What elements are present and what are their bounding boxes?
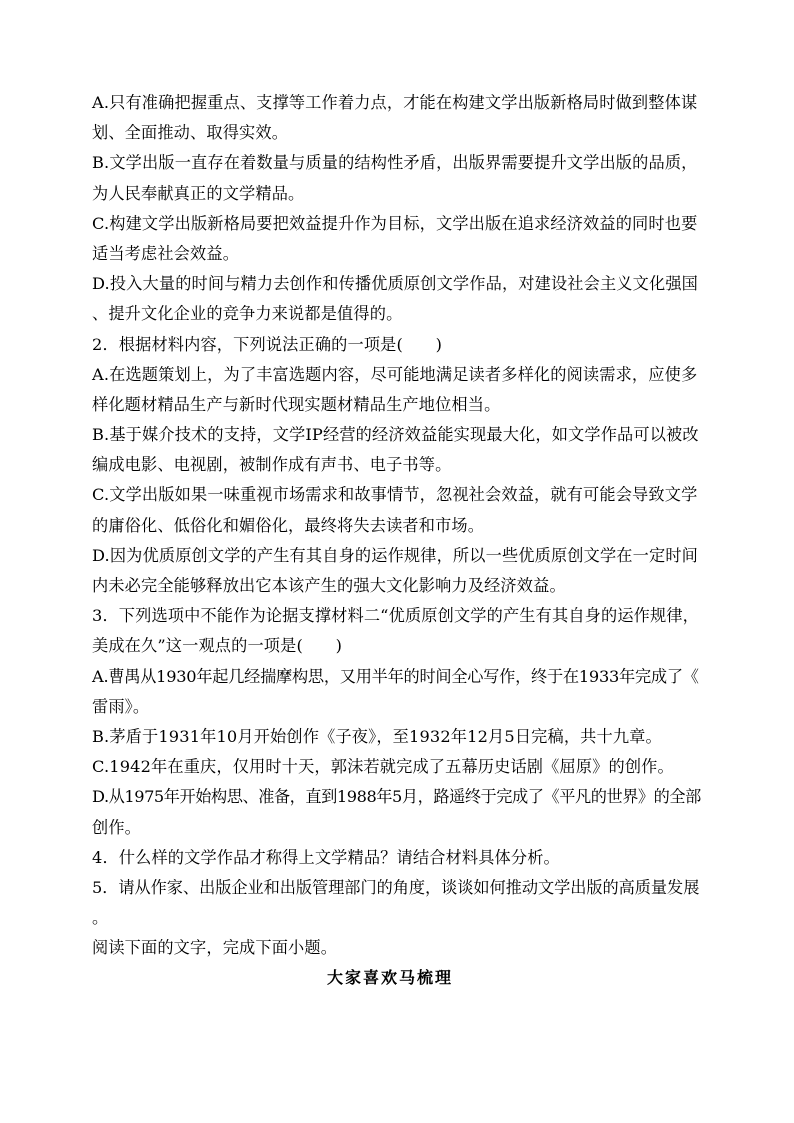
text-line: 为人民奉献真正的文学精品。 xyxy=(92,183,305,203)
text-line: D.投入大量的时间与精力去创作和传播优质原创文学作品，对建设社会主义文化强国 xyxy=(92,274,698,294)
text-line: B.基于媒介技术的支持，文学IP经营的经济效益能实现最大化，如文学作品可以被改 xyxy=(92,425,699,445)
text-line: D.从1975年开始构思、准备，直到1988年5月，路遥终于完成了《平凡的世界》的全部 xyxy=(92,787,701,807)
text-line: 内未必完全能够释放出它本该产生的强大文化影响力及经济效益。 xyxy=(92,576,566,595)
text-line: C.构建文学出版新格局要把效益提升作为目标，文学出版在追求经济效益的同时也要 xyxy=(92,213,698,233)
text-line: 编成电影、电视剧，被制作成有声书、电子书等。 xyxy=(92,455,452,475)
text-line: 阅读下面的文字，完成下面小题。 xyxy=(92,938,338,958)
text-line: 美成在久”这一观点的一项是( ) xyxy=(92,636,343,656)
text-line: 。 xyxy=(92,908,109,928)
text-line: A.在选题策划上，为了丰富选题内容，尽可能地满足读者多样化的阅读需求，应使多 xyxy=(92,364,698,384)
text-line: 5．请从作家、出版企业和出版管理部门的角度，谈谈如何推动文学出版的高质量发展 xyxy=(92,877,700,897)
text-line: C.1942年在重庆，仅用时十天，郭沫若就完成了五幕历史话剧《屈原》的创作。 xyxy=(92,757,674,777)
text-line: 2．根据材料内容，下列说法正确的一项是( ) xyxy=(92,334,443,354)
document-body xyxy=(92,88,702,994)
text-line: C.文学出版如果一味重视市场需求和故事情节，忽视社会效益，就有可能会导致文学 xyxy=(92,485,698,505)
text-line: A.曹禺从1930年起几经揣摩构思，又用半年的时间全心写作，终于在1933年完成了《 xyxy=(92,666,699,686)
text-line: B.文学出版一直存在着数量与质量的结构性矛盾，出版界需要提升文学出版的品质， xyxy=(92,153,698,173)
text-line: 创作。 xyxy=(92,817,142,837)
text-line: 的庸俗化、低俗化和媚俗化，最终将失去读者和市场。 xyxy=(92,515,485,535)
text-line: B.茅盾于1931年10月开始创作《子夜》，至1932年12月5日完稿，共十九章。 xyxy=(92,726,662,746)
section-title: 大家喜欢马梳理 xyxy=(326,968,453,988)
text-line: 雷雨》。 xyxy=(92,696,150,716)
text-line: 划、全面推动、取得实效。 xyxy=(92,123,289,143)
text-line: 样化题材精品生产与新时代现实题材精品生产地位相当。 xyxy=(92,394,501,414)
text-line: 3．下列选项中不能作为论据支撑材料二“优质原创文学的产生有其自身的运作规律， xyxy=(92,606,700,626)
text-line: 、提升文化企业的竞争力来说都是值得的。 xyxy=(92,304,403,324)
text-line: 4．什么样的文学作品才称得上文学精品？请结合材料具体分析。 xyxy=(92,847,560,867)
text-line: D.因为优质原创文学的产生有其自身的运作规律，所以一些优质原创文学在一定时间 xyxy=(92,545,698,565)
text-line: 适当考虑社会效益。 xyxy=(92,243,240,263)
text-line: A.只有准确把握重点、支撑等工作着力点，才能在构建文学出版新格局时做到整体谋 xyxy=(92,93,698,112)
